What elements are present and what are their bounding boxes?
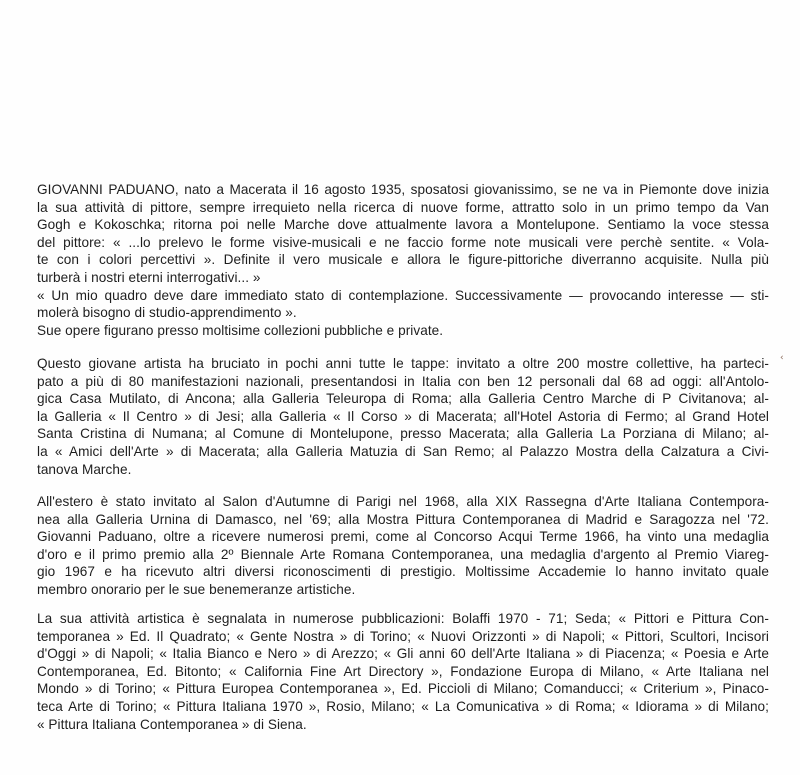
text-line: « Un mio quadro deve dare immediato stato di contemplazione. Successivamente — provocando interesse — sti-	[37, 287, 769, 303]
paragraph-publications	[37, 610, 769, 733]
text-line: turberà i nostri eterni interrogativi... »	[37, 269, 261, 285]
text-line: La sua attività artistica è segnalata in numerose pubblicazioni: Bolaffi 1970 - 71; Seda; « Pittori e Pittura Con-	[37, 611, 769, 626]
text-line: Gogh e Kokoschka; ritorna poi nelle Marche dove attualmente lavora a Montelupone. Sentiamo la voce stessa	[37, 217, 769, 233]
text-line: teca Arte di Torino; « Pittura Italiana 1970 », Rosio, Milano; « La Comunicativa » di Roma; « Idiorama » di Milano;	[37, 698, 769, 714]
text-line: la « Amici dell'Arte » di Macerata; alla Galleria Matuzia di San Remo; al Palazzo Mostra della Calzatura a Civi-	[37, 443, 769, 459]
text-line: Mondo » di Torino; « Pittura Europea Contemporanea », Ed. Piccioli di Milano; Comanducci; « Criterium », Pinaco-	[37, 681, 769, 697]
text-line: Santa Cristina di Numana; al Comune di Montelupone, presso Macerata; alla Galleria La Porziana di Milano; al-	[37, 426, 769, 442]
text-line: Giovanni Paduano, oltre a ricevere numerosi premi, come al Concorso Acqui Terme 1966, ha vinto una medaglia	[37, 529, 769, 545]
paragraph-abroad-awards	[37, 493, 769, 599]
text-line: Contemporanea, Ed. Bitonto; « California Fine Art Directory », Fondazione Europa di Milano, « Arte Italiana nel	[37, 663, 769, 679]
text-line: gio 1967 e ha ricevuto altri diversi riconoscimenti di prestigio. Moltissime Accademie lo hanno invitato quale	[37, 564, 769, 580]
paragraph-biography	[37, 181, 769, 339]
text-line: molerà bisogno di studio-apprendimento ».	[37, 305, 297, 321]
text-line: del pittore: « ...lo prelevo le forme visive-musicali e ne faccio forme note musicali vere perchè sentite. « Vola-	[37, 234, 769, 250]
text-line: te con i colori percettivi ». Definite il vero musicale e allora le figure-pittoriche diverranno acquisite. Nulla più	[37, 252, 769, 268]
text-line: Sue opere figurano presso moltisime collezioni pubbliche e private.	[37, 322, 444, 338]
text-line: temporanea » Ed. Il Quadrato; « Gente Nostra » di Torino; « Nuovi Orizzonti » di Napoli; « Pittori, Scultori, Incisori	[37, 628, 769, 644]
text-line: membro onorario per le sue benemeranze artistiche.	[37, 581, 356, 597]
text-line: d'oro e il primo premio alla 2º Biennale Arte Romana Contemporanea, una medaglia d'argento al Premio Viareg-	[37, 546, 769, 562]
text-line: la Galleria « Il Centro » di Jesi; alla Galleria « Il Corso » di Macerata; all'Hotel Astoria di Fermo; al Grand Hotel	[37, 408, 769, 424]
text-line: nea alla Galleria Urnina di Damasco, nel '69; alla Mostra Pittura Contemporanea di Madrid e Saragozza nel '72.	[37, 511, 769, 527]
text-line: tanova Marche.	[37, 461, 132, 477]
text-line: la sua attività di pittore, sempre irrequieto nella ricerca di nuove forme, attratto solo in un primo tempo da Van	[37, 199, 769, 215]
text-line: All'estero è stato invitato al Salon d'Autumne di Parigi nel 1968, alla XIX Rassegna d'Arte Italiana Contempora-	[37, 494, 769, 509]
text-line: « Pittura Italiana Contemporanea » di Siena.	[37, 716, 307, 732]
text-line: Questo giovane artista ha bruciato in pochi anni tutte le tappe: invitato a oltre 200 mostre collettive, ha parteci-	[37, 356, 769, 371]
text-line: pato a più di 80 manifestazioni nazionali, presentandosi in Italia con ben 12 personali dal 68 ad oggi: all'Antolo-	[37, 373, 769, 389]
margin-mark: ‹	[780, 353, 784, 363]
text-line: GIOVANNI PADUANO, nato a Macerata il 16 agosto 1935, sposatosi giovanissimo, se ne va in Piemonte dove inizia	[37, 182, 769, 197]
text-line: d'Oggi » di Napoli; « Italia Bianco e Nero » di Arezzo; « Gli anni 60 dell'Arte Italiana » di Piacenza; « Poesia e Arte	[37, 646, 769, 662]
text-line: gica Casa Mutilato, di Ancona; alla Galleria Teleuropa di Roma; alla Galleria Centro Marche di P Civitanova; al-	[37, 391, 769, 407]
paragraph-exhibitions	[37, 355, 769, 478]
